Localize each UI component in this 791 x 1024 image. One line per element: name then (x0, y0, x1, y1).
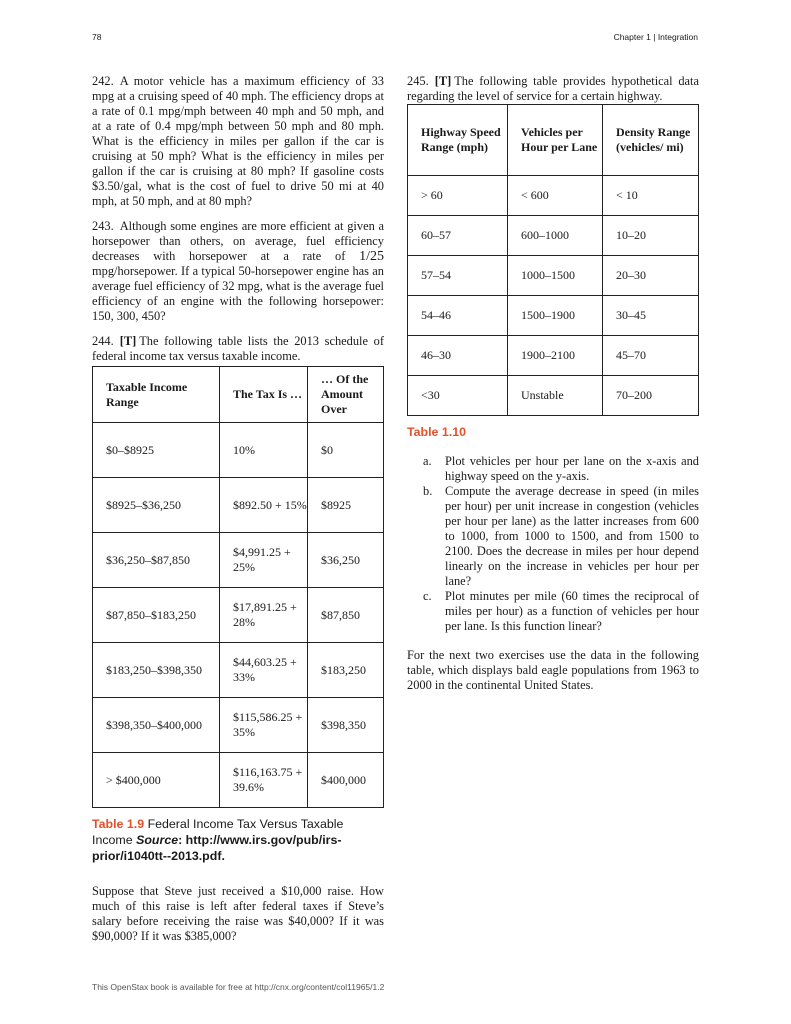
table-row: $87,850–$183,250 $17,891.25 + 28% $87,850 (93, 588, 384, 643)
table-row: $183,250–$398,350 $44,603.25 + 33% $183,250 (93, 643, 384, 698)
table-row: > $400,000 $116,163.75 + 39.6% $400,000 (93, 753, 384, 808)
page-number: 78 (92, 32, 102, 42)
table-row: 60–57 600–1000 10–20 (408, 216, 699, 256)
steve-question: Suppose that Steve just received a $10,000 raise. How much of this raise is left after federal taxes if Steve’s salary before receiving the raise was $40,000? If it was $90,000? If it was $385,000? (92, 884, 384, 943)
part-c: c. Plot minutes per mile (60 times the reciprocal of miles per hour) as a function of vehicles per hour per lane. Is this function linear? (423, 589, 699, 633)
table-row: > 60 < 600 < 10 (408, 176, 699, 216)
table-row: $398,350–$400,000 $115,586.25 + 35% $398,350 (93, 698, 384, 753)
exercise-parts (407, 454, 699, 634)
exercise-242: 242. A motor vehicle has a maximum efficiency of 33 mpg at a cruising speed of 40 mph. The efficiency drops at a rate of 0.1 mpg/mph between 40 mph and 50 mph, and at a rate of 0.4 mpg/mph between 50 mph and 80 mph. What is the efficiency in miles per gallon if the car is cruising at 50 mph? What is the efficiency in miles per gallon if the car is cruising at 80 mph? If gasoline costs $3.50/gal, what is the cost of fuel to drive 50 mi at 40 mph, at 50 mph, and at 80 mph? (92, 74, 384, 208)
caption-source: Source: http://www.irs.gov/pub/irs-prior/i1040tt--2013.pdf. (92, 833, 342, 863)
column-header: Density Range (vehicles/ mi) (603, 105, 699, 176)
page-header (92, 32, 698, 44)
table-header-row (93, 367, 384, 423)
table-row: 46–30 1900–2100 45–70 (408, 336, 699, 376)
column-header: Highway Speed Range (mph) (408, 105, 508, 176)
column-header: … Of the Amount Over (308, 367, 384, 423)
table-caption-1-9 (92, 816, 384, 864)
caption-label: Table 1.10 (407, 425, 467, 439)
table-caption-1-10 (407, 424, 699, 440)
column-header: Vehicles per Hour per Lane (508, 105, 603, 176)
table-row: 57–54 1000–1500 20–30 (408, 256, 699, 296)
next-exercises-intro: For the next two exercises use the data in the following table, which displays bald eagle populations from 1963 to 2000 in the continental United States. (407, 648, 699, 692)
table-row: $8925–$36,250 $892.50 + 15% $8925 (93, 478, 384, 533)
chapter-title: Chapter 1 | Integration (613, 32, 698, 42)
table-header-row (408, 105, 699, 176)
right-column (407, 74, 699, 693)
caption-label: Table 1.9 (92, 817, 145, 831)
exercise-244: 244. [T] The following table lists the 2013 schedule of federal income tax versus taxable income. (92, 334, 384, 363)
table-row: 54–46 1500–1900 30–45 (408, 296, 699, 336)
left-column (92, 74, 384, 944)
table-row: <30 Unstable 70–200 (408, 376, 699, 416)
part-b: b. Compute the average decrease in speed (in miles per hour) per unit increase in congestion (vehicles per hour per lane) as the latter increases from 600 to 1000, from 1000 to 1500, and from 1500 to 2100. Does the decrease in miles per hour depend linearly on the increase in vehicles per hour per lane? (423, 484, 699, 588)
caption-text: Federal Income Tax Versus Taxable Income (92, 817, 344, 847)
exercise-243: 243. Although some engines are more efficient at given a horsepower than others, on average, fuel efficiency decreases with horsepower at a rate of 1/25 mpg/horsepower. If a typical 50-horsepower engine has an average fuel efficiency of 32 mpg, what is the average fuel efficiency of an engine with the following horsepower: 150, 300, 450? (92, 219, 384, 323)
tax-table (92, 366, 384, 808)
table-row: $0–$8925 10% $0 (93, 423, 384, 478)
column-header: Taxable Income Range (93, 367, 220, 423)
table-row: $36,250–$87,850 $4,991.25 + 25% $36,250 (93, 533, 384, 588)
part-a: a. Plot vehicles per hour per lane on the x-axis and highway speed on the y-axis. (423, 454, 699, 483)
exercise-245: 245. [T] The following table provides hypothetical data regarding the level of service for a certain highway. (407, 74, 699, 103)
fraction: 1/25 (359, 249, 384, 264)
column-header: The Tax Is … (220, 367, 308, 423)
highway-table (407, 104, 699, 416)
page-footer: This OpenStax book is available for free at http://cnx.org/content/col11965/1.2 (92, 982, 385, 992)
